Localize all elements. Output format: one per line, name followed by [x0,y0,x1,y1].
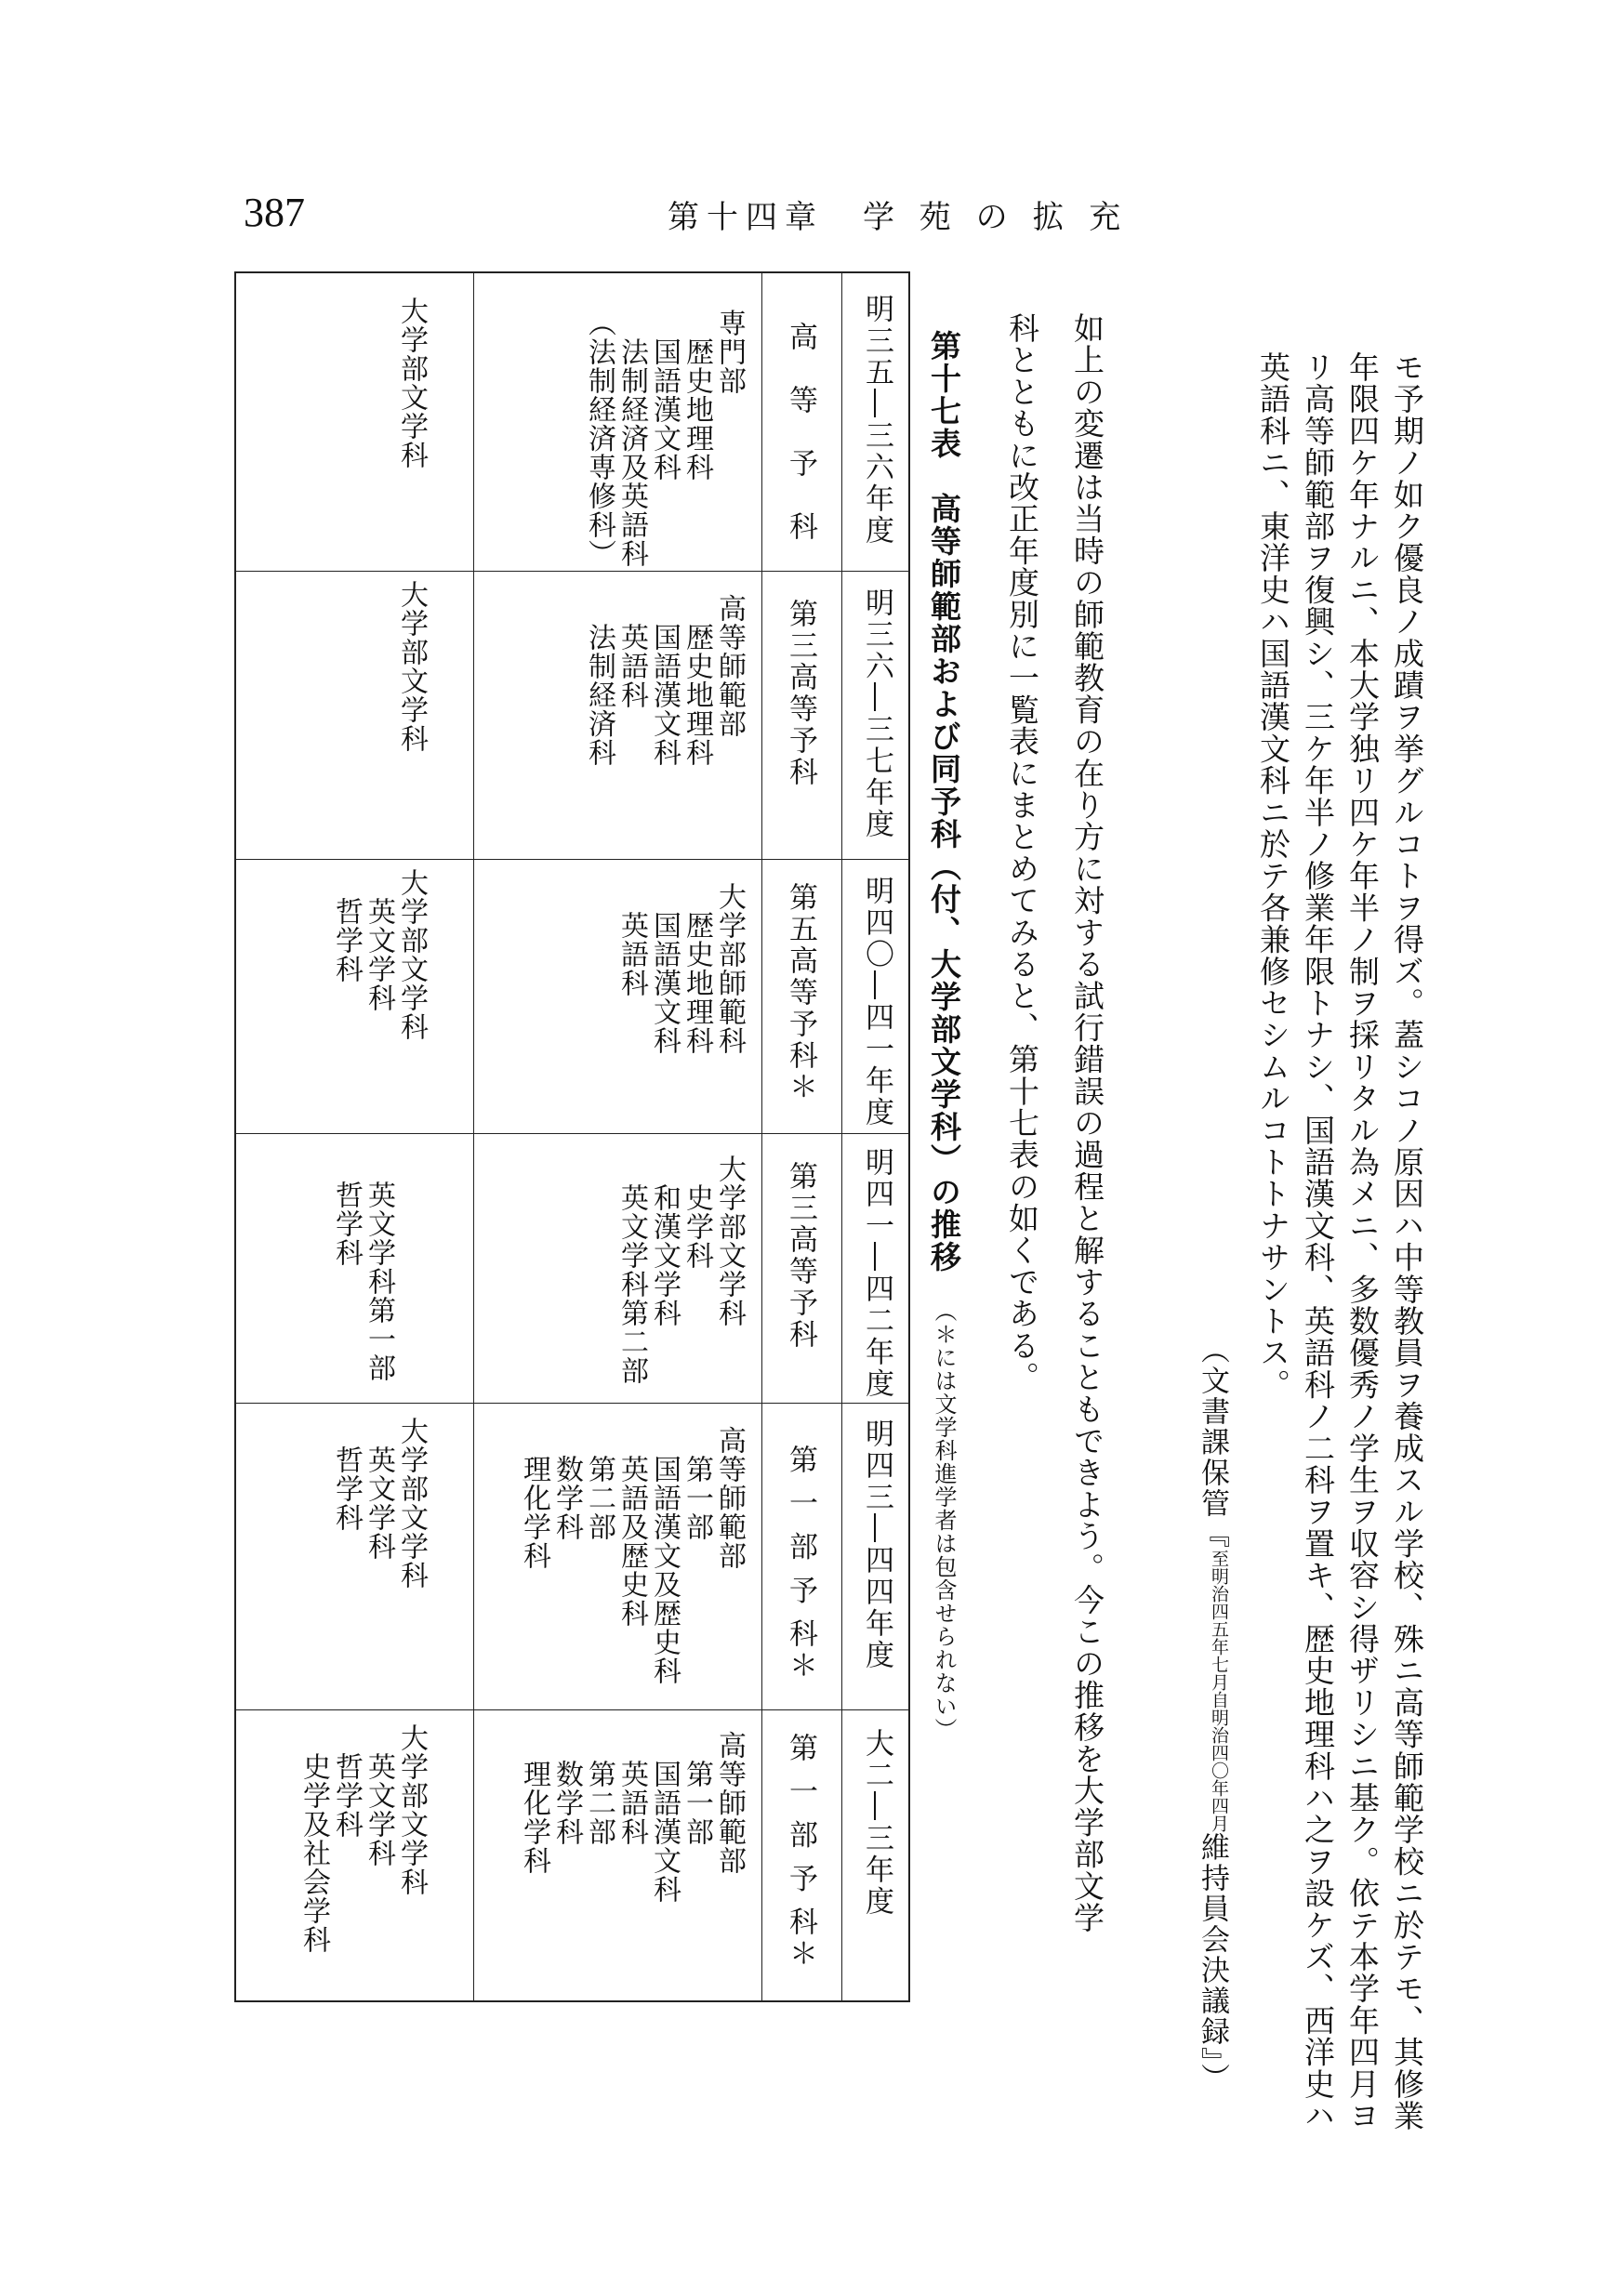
quote-line: モ予期ノ如ク優良ノ成蹟ヲ挙グルコトヲ得ズ。蓋シコノ原因ハ中等教員ヲ養成スル学校、殊ニ高等師範学校ニ於テモ、其修業 [1389,351,1425,2132]
cell-line: 大学部師範科 [713,882,746,1055]
table-caption-note: （＊には文学科進学者は包含せられない） [931,1299,957,1741]
cell-line: 理化学科 [518,1426,550,1570]
cell-line: 英文学科第一部 [363,1152,395,1382]
cell-line: 国語漢文科 [648,882,681,1055]
quote-line: 年限四ケ年ナルニ、本大学独リ四ケ年半ノ制ヲ採リタル為メニ、多数優秀ノ学生ヲ収容シ得ザリシニ基ク。依テ本学年四月ヨ [1344,351,1381,2132]
cell-line: 大学部文学科 [395,580,428,753]
prep-cell: 第三高等予科 [784,599,817,788]
table-caption-title: 第十七表 高等師範部および同予科（付、大学部文学科）の推移 [926,330,962,1273]
running-head: 第十四章 学 苑 の 拡 充 [668,199,1129,236]
cell-line: 哲学科 [330,1417,363,1532]
cell-line: 大学部文学科 [395,297,428,469]
cell-line: 哲学科 [330,868,363,983]
cell-line: 史学科 [681,1155,713,1270]
cell-line: 和漢文学科 [648,1155,681,1327]
table-divider [473,273,474,2000]
prep-cell: 第 一 部 予 科＊ [784,1445,817,1682]
cell-line: 英語及歴史科 [615,1426,648,1628]
quote-line: リ高等師範部ヲ復興シ、三ケ年半ノ修業年限トナシ、国語漢文科、英語科ノ二科ヲ置キ、歴史地理科ハ之ヲ設ケズ、西洋史ハ [1300,351,1336,2132]
cell-line: 国語漢文科 [648,1731,681,1904]
cell-line: 歴史地理科 [681,594,713,767]
table-divider [236,1709,908,1710]
transition-table [234,271,910,2002]
citation [1192,1335,1234,2094]
cell-line: 英文学科 [363,868,395,1012]
cell-line: 英語科 [615,594,648,709]
prep-cell: 第三高等予科 [784,1161,817,1351]
year-cell: 明三五―三六年度 [860,294,893,547]
cell-line: 法制経済科 [583,594,615,767]
year-cell: 大二―三年度 [860,1728,893,1918]
year-cell: 明四三―四四年度 [860,1419,893,1671]
cell-line: （法制経済専修科） [583,309,615,568]
paragraph-line: 科とともに改正年度別に一覧表にまとめてみると、第十七表の如くである。 [1004,312,1040,1393]
paragraph-line: 如上の変遷は当時の師範教育の在り方に対する試行錯誤の過程と解することもできよう。今この推移を大学部文学 [1069,312,1105,1934]
quote-line: 英語科ニ、東洋史ハ国語漢文科ニ於テ各兼修セシムルコトトナサントス。 [1255,351,1291,1401]
cell-line: 英語科 [615,1731,648,1846]
cell-line: 英文学科第二部 [615,1155,648,1385]
table-divider [236,1403,908,1404]
prep-cell: 高 等 予 科 [784,322,817,543]
cell-line: 歴史地理科 [681,882,713,1055]
prep-cell: 第五高等予科＊ [784,882,817,1103]
prep-cell: 第 一 部 予 科＊ [784,1733,817,1971]
table-divider [236,571,908,572]
cell-line: 数学科 [550,1731,583,1846]
cell-line: 哲学科 [330,1152,363,1267]
year-cell: 明四一―四二年度 [860,1147,893,1400]
citation-prefix: （文書課保管『 [1196,1335,1229,1550]
cell-line: 大学部文学科 [395,868,428,1041]
cell-line: 国語漢文科 [648,309,681,482]
cell-line: 歴史地理科 [681,309,713,482]
cell-line: 専門部 [713,309,746,395]
year-cell: 明三六―三七年度 [860,587,893,840]
cell-line: 国語漢文及歴史科 [648,1426,681,1685]
table-divider [761,273,762,2000]
table-divider [236,1133,908,1134]
cell-line: 第一部 [681,1731,713,1846]
cell-line: 大学部文学科 [395,1417,428,1590]
cell-line: 英文学科 [363,1417,395,1561]
cell-line: 高等師範部 [713,594,746,738]
cell-line: 高等師範部 [713,1426,746,1570]
table-divider [841,273,842,2000]
cell-line: 英語科 [615,882,648,997]
year-cell: 明四〇―四一年度 [860,876,893,1128]
citation-date-from: 自明治四〇年四月 [1209,1691,1229,1832]
cell-line: 英文学科 [363,1723,395,1867]
table-caption [922,330,966,1741]
cell-line: 大学部文学科 [713,1155,746,1327]
cell-line: 第一部 [681,1426,713,1541]
cell-line: 高等師範部 [713,1731,746,1875]
cell-line: 史学及社会学科 [298,1723,330,1954]
cell-line: 大学部文学科 [395,1723,428,1896]
cell-line: 理化学科 [518,1731,550,1875]
cell-line: 第二部 [583,1426,615,1541]
citation-date-to: 至明治四五年七月 [1209,1550,1229,1691]
page-number: 387 [244,190,305,235]
cell-line: 第二部 [583,1731,615,1846]
cell-line: 法制経済及英語科 [615,309,648,568]
citation-dates [1207,1550,1232,1832]
cell-line: 数学科 [550,1426,583,1541]
table-divider [236,859,908,860]
citation-suffix: 維持員会決議録』） [1196,1832,1229,2094]
cell-line: 哲学科 [330,1723,363,1839]
cell-line: 国語漢文科 [648,594,681,767]
